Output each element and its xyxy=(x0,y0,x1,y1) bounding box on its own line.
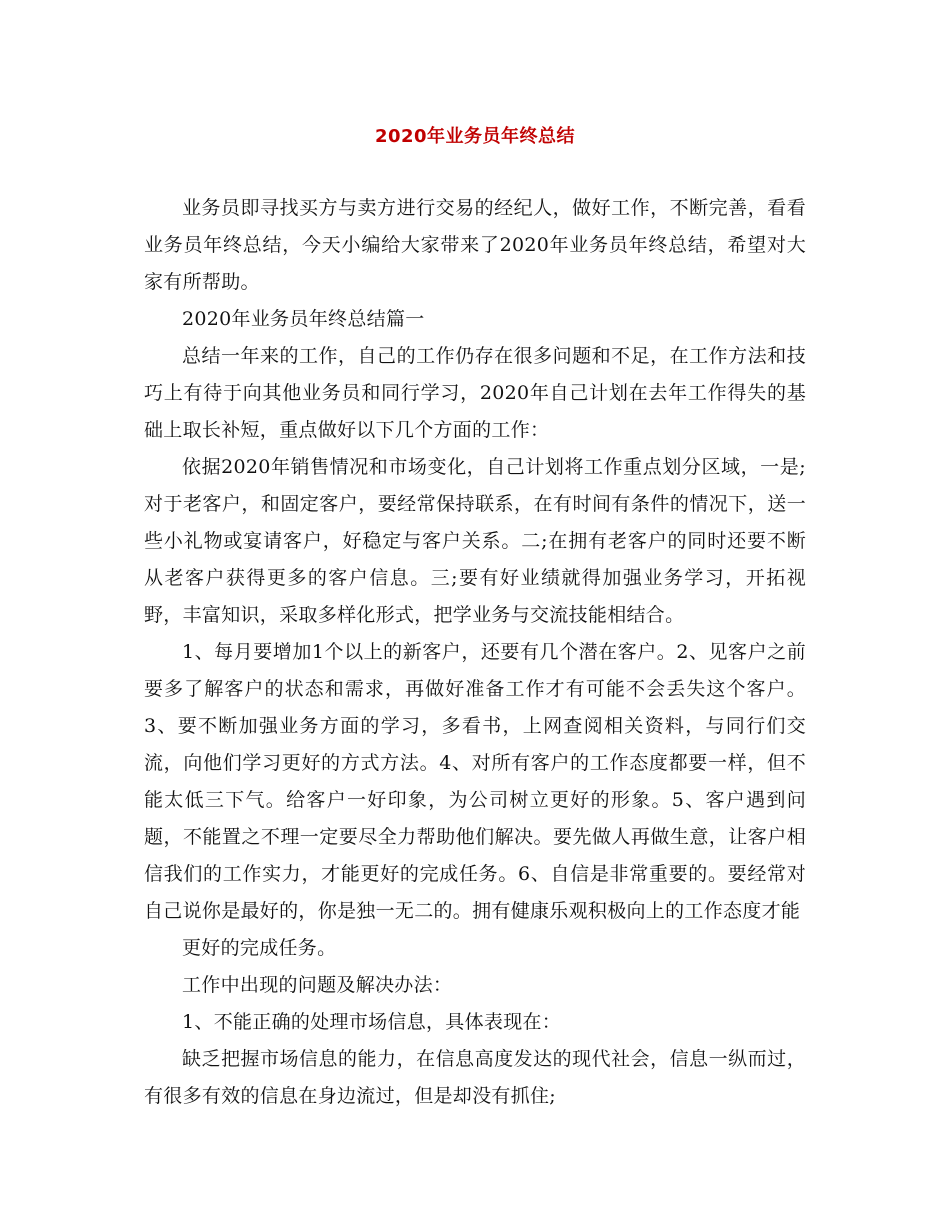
paragraph-summary: 总结一年来的工作，自己的工作仍存在很多问题和不足，在工作方法和技巧上有待于向其他业务员和同行学习，2020年自己计划在去年工作得失的基础上取长补短，重点做好以下几个方面的工作： xyxy=(144,345,806,441)
paragraph-problem-detail: 缺乏把握市场信息的能力，在信息高度发达的现代社会，信息一纵而过，有很多有效的信息在身边流过，但是却没有抓住; xyxy=(144,1048,806,1107)
document-title: 2020年业务员年终总结 xyxy=(374,126,576,147)
paragraph-list: 1、每月要增加1个以上的新客户，还要有几个潜在客户。2、见客户之前要多了解客户的状态和需求，再做好准备工作才有可能不会丢失这个客户。3、要不断加强业务方面的学习，多看书，上网查阅相关资料，与同行们交流，向他们学习更好的方式方法。4、对所有客户的工作态度都要一样，但不能太低三下气。给客户一好印象，为公司树立更好的形象。5、客户遇到问题，不能置之不理一定要尽全力帮助他们解决。要先做人再做生意，让客户相信我们的工作实力，才能更好的完成任务。6、自信是非常重要的。要经常对自己说你是最好的，你是独一无二的。拥有健康乐观积极向上的工作态度才能 xyxy=(144,641,806,922)
paragraph-problems-heading: 工作中出现的问题及解决办法： xyxy=(182,974,453,996)
section-heading: 2020年业务员年终总结篇一 xyxy=(182,308,425,330)
paragraph-plan: 依据2020年销售情况和市场变化，自己计划将工作重点划分区域，一是;对于老客户，和固定客户，要经常保持联系，在有时间有条件的情况下，送一些小礼物或宴请客户，好稳定与客户关系。二;在拥有老客户的同时还要不断从老客户获得更多的客户信息。三;要有好业绩就得加强业务学习，开拓视野，丰富知识，采取多样化形式，把学业务与交流技能相结合。 xyxy=(144,456,806,626)
paragraph-problem-1: 1、不能正确的处理市场信息，具体表现在： xyxy=(182,1011,562,1033)
document-body xyxy=(144,190,806,1115)
paragraph-continuation: 更好的完成任务。 xyxy=(182,937,337,959)
paragraph-intro: 业务员即寻找买方与卖方进行交易的经纪人，做好工作，不断完善，看看业务员年终总结，今天小编给大家带来了2020年业务员年终总结，希望对大家有所帮助。 xyxy=(144,197,806,293)
